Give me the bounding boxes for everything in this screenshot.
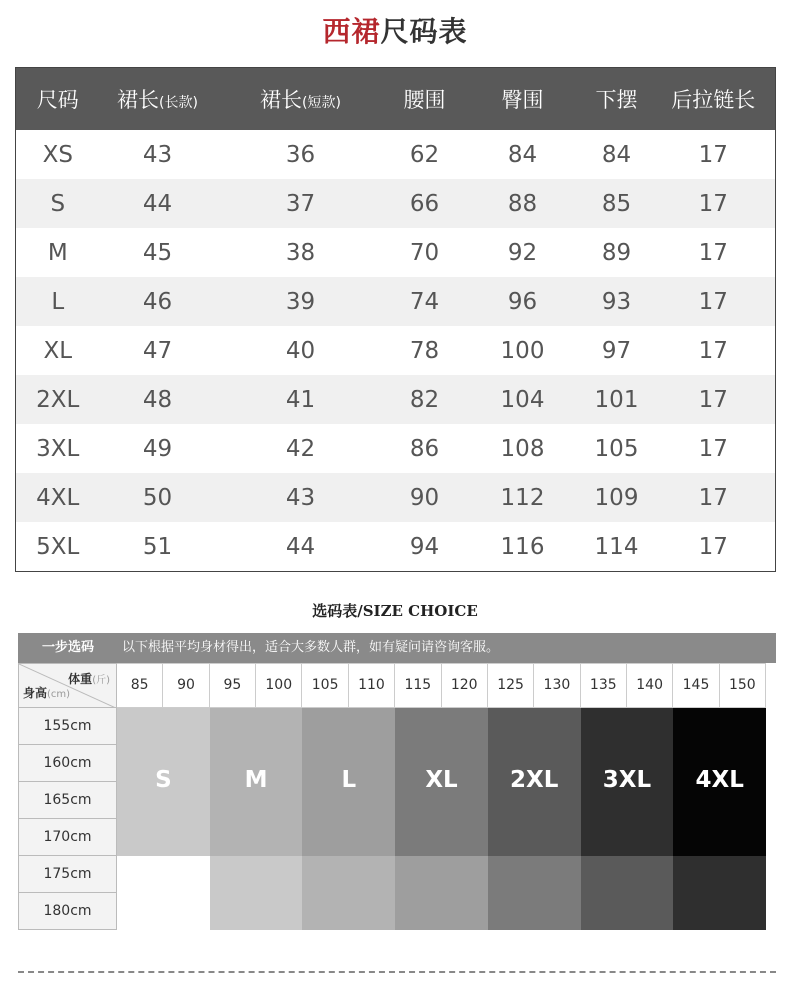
table-cell: 17 (652, 179, 776, 228)
table-cell: 17 (652, 130, 776, 179)
size-table-header-row (16, 68, 776, 131)
table-cell: 47 (100, 326, 216, 375)
size-table (15, 67, 776, 572)
table-cell: 48 (100, 375, 216, 424)
table-row (16, 130, 776, 179)
size-band-lower-m (210, 856, 303, 930)
height-cell: 160cm (18, 745, 117, 782)
table-cell: 17 (652, 326, 776, 375)
size-label: S (155, 767, 172, 793)
table-cell: 112 (464, 473, 582, 522)
table-cell: 5XL (16, 522, 100, 572)
table-cell: 37 (216, 179, 386, 228)
weight-axis-label: 体重(斤) (68, 672, 110, 686)
table-cell: 70 (386, 228, 464, 277)
size-header-1: 裙长(长款) (100, 68, 216, 131)
size-header-6: 后拉链长 (652, 68, 776, 131)
size-band-lower-2xl (488, 856, 581, 930)
size-header-2: 裙长(短款) (216, 68, 386, 131)
height-cell: 165cm (18, 782, 117, 819)
table-cell: 17 (652, 375, 776, 424)
weight-cell: 120 (442, 663, 488, 708)
table-cell: 46 (100, 277, 216, 326)
size-band-lower-4xl (673, 856, 766, 930)
table-cell: 17 (652, 424, 776, 473)
size-label: 2XL (510, 767, 559, 793)
table-cell: 86 (386, 424, 464, 473)
choice-instruction-bar (18, 633, 776, 663)
table-cell: 88 (464, 179, 582, 228)
table-cell: XS (16, 130, 100, 179)
table-cell: S (16, 179, 100, 228)
table-cell: 4XL (16, 473, 100, 522)
weight-cell: 140 (627, 663, 673, 708)
weight-cell: 95 (210, 663, 256, 708)
table-cell: 92 (464, 228, 582, 277)
table-cell: 114 (582, 522, 652, 572)
table-cell: 105 (582, 424, 652, 473)
table-cell: 82 (386, 375, 464, 424)
choice-title: 选码表/SIZE CHOICE (312, 602, 478, 620)
size-band-lower-3xl (581, 856, 674, 930)
size-band-lower-l (302, 856, 395, 930)
table-cell: 90 (386, 473, 464, 522)
height-cell: 155cm (18, 708, 117, 745)
table-cell: 74 (386, 277, 464, 326)
table-cell: 44 (216, 522, 386, 572)
table-cell: 93 (582, 277, 652, 326)
size-label: L (341, 767, 357, 793)
table-cell: 109 (582, 473, 652, 522)
grid-corner (18, 663, 117, 708)
weight-cell: 135 (581, 663, 627, 708)
choice-description: 以下根据平均身材得出，适合大多数人群，如有疑问请咨询客服。 (122, 640, 500, 655)
table-cell: 97 (582, 326, 652, 375)
table-cell: 50 (100, 473, 216, 522)
dashed-divider (18, 971, 776, 973)
weight-cell: 85 (117, 663, 163, 708)
table-cell: 78 (386, 326, 464, 375)
size-header-3: 腰围 (386, 68, 464, 131)
size-label: XL (425, 767, 458, 793)
size-header-4: 臀围 (464, 68, 582, 131)
weight-cell: 115 (395, 663, 441, 708)
table-row (16, 179, 776, 228)
weight-cell: 130 (534, 663, 580, 708)
table-cell: 45 (100, 228, 216, 277)
table-cell: 42 (216, 424, 386, 473)
size-choice-grid (18, 663, 776, 929)
table-row (16, 228, 776, 277)
height-cell: 175cm (18, 856, 117, 893)
table-row (16, 424, 776, 473)
table-row (16, 473, 776, 522)
table-cell: 17 (652, 522, 776, 572)
table-cell: 2XL (16, 375, 100, 424)
title-suffix: 尺码表 (380, 15, 468, 48)
table-cell: 49 (100, 424, 216, 473)
table-cell: 84 (464, 130, 582, 179)
size-label: M (244, 767, 268, 793)
table-cell: 62 (386, 130, 464, 179)
height-cell: 180cm (18, 893, 117, 930)
weight-cell: 145 (673, 663, 719, 708)
size-table-body (16, 130, 776, 572)
table-cell: 38 (216, 228, 386, 277)
page-title (0, 10, 790, 50)
weight-cell: 90 (163, 663, 209, 708)
size-header-5: 下摆 (582, 68, 652, 131)
table-cell: 44 (100, 179, 216, 228)
table-cell: 40 (216, 326, 386, 375)
table-cell: 100 (464, 326, 582, 375)
table-cell: 36 (216, 130, 386, 179)
table-cell: 43 (216, 473, 386, 522)
table-cell: 17 (652, 228, 776, 277)
table-cell: 89 (582, 228, 652, 277)
height-axis-label: 身高(cm) (23, 686, 71, 700)
table-cell: 108 (464, 424, 582, 473)
table-cell: 39 (216, 277, 386, 326)
table-cell: 66 (386, 179, 464, 228)
title-product: 西裙 (322, 15, 381, 48)
size-header-0: 尺码 (16, 68, 100, 131)
table-cell: 85 (582, 179, 652, 228)
table-row (16, 326, 776, 375)
table-row (16, 375, 776, 424)
weight-cell: 125 (488, 663, 534, 708)
table-cell: L (16, 277, 100, 326)
table-cell: 51 (100, 522, 216, 572)
weight-cell: 150 (720, 663, 766, 708)
weight-cell: 110 (349, 663, 395, 708)
table-cell: 43 (100, 130, 216, 179)
table-cell: 116 (464, 522, 582, 572)
table-cell: 17 (652, 473, 776, 522)
weight-cell: 105 (302, 663, 348, 708)
size-band-lower-xl (395, 856, 488, 930)
table-cell: 17 (652, 277, 776, 326)
weight-cell: 100 (256, 663, 302, 708)
table-cell: 96 (464, 277, 582, 326)
height-cell: 170cm (18, 819, 117, 856)
table-cell: 41 (216, 375, 386, 424)
step-label: 一步选码 (41, 640, 94, 655)
size-label: 4XL (695, 767, 744, 793)
table-cell: XL (16, 326, 100, 375)
table-cell: M (16, 228, 100, 277)
table-cell: 104 (464, 375, 582, 424)
table-cell: 84 (582, 130, 652, 179)
table-row (16, 522, 776, 572)
table-cell: 101 (582, 375, 652, 424)
size-label: 3XL (602, 767, 652, 793)
table-row (16, 277, 776, 326)
table-cell: 3XL (16, 424, 100, 473)
table-cell: 94 (386, 522, 464, 572)
